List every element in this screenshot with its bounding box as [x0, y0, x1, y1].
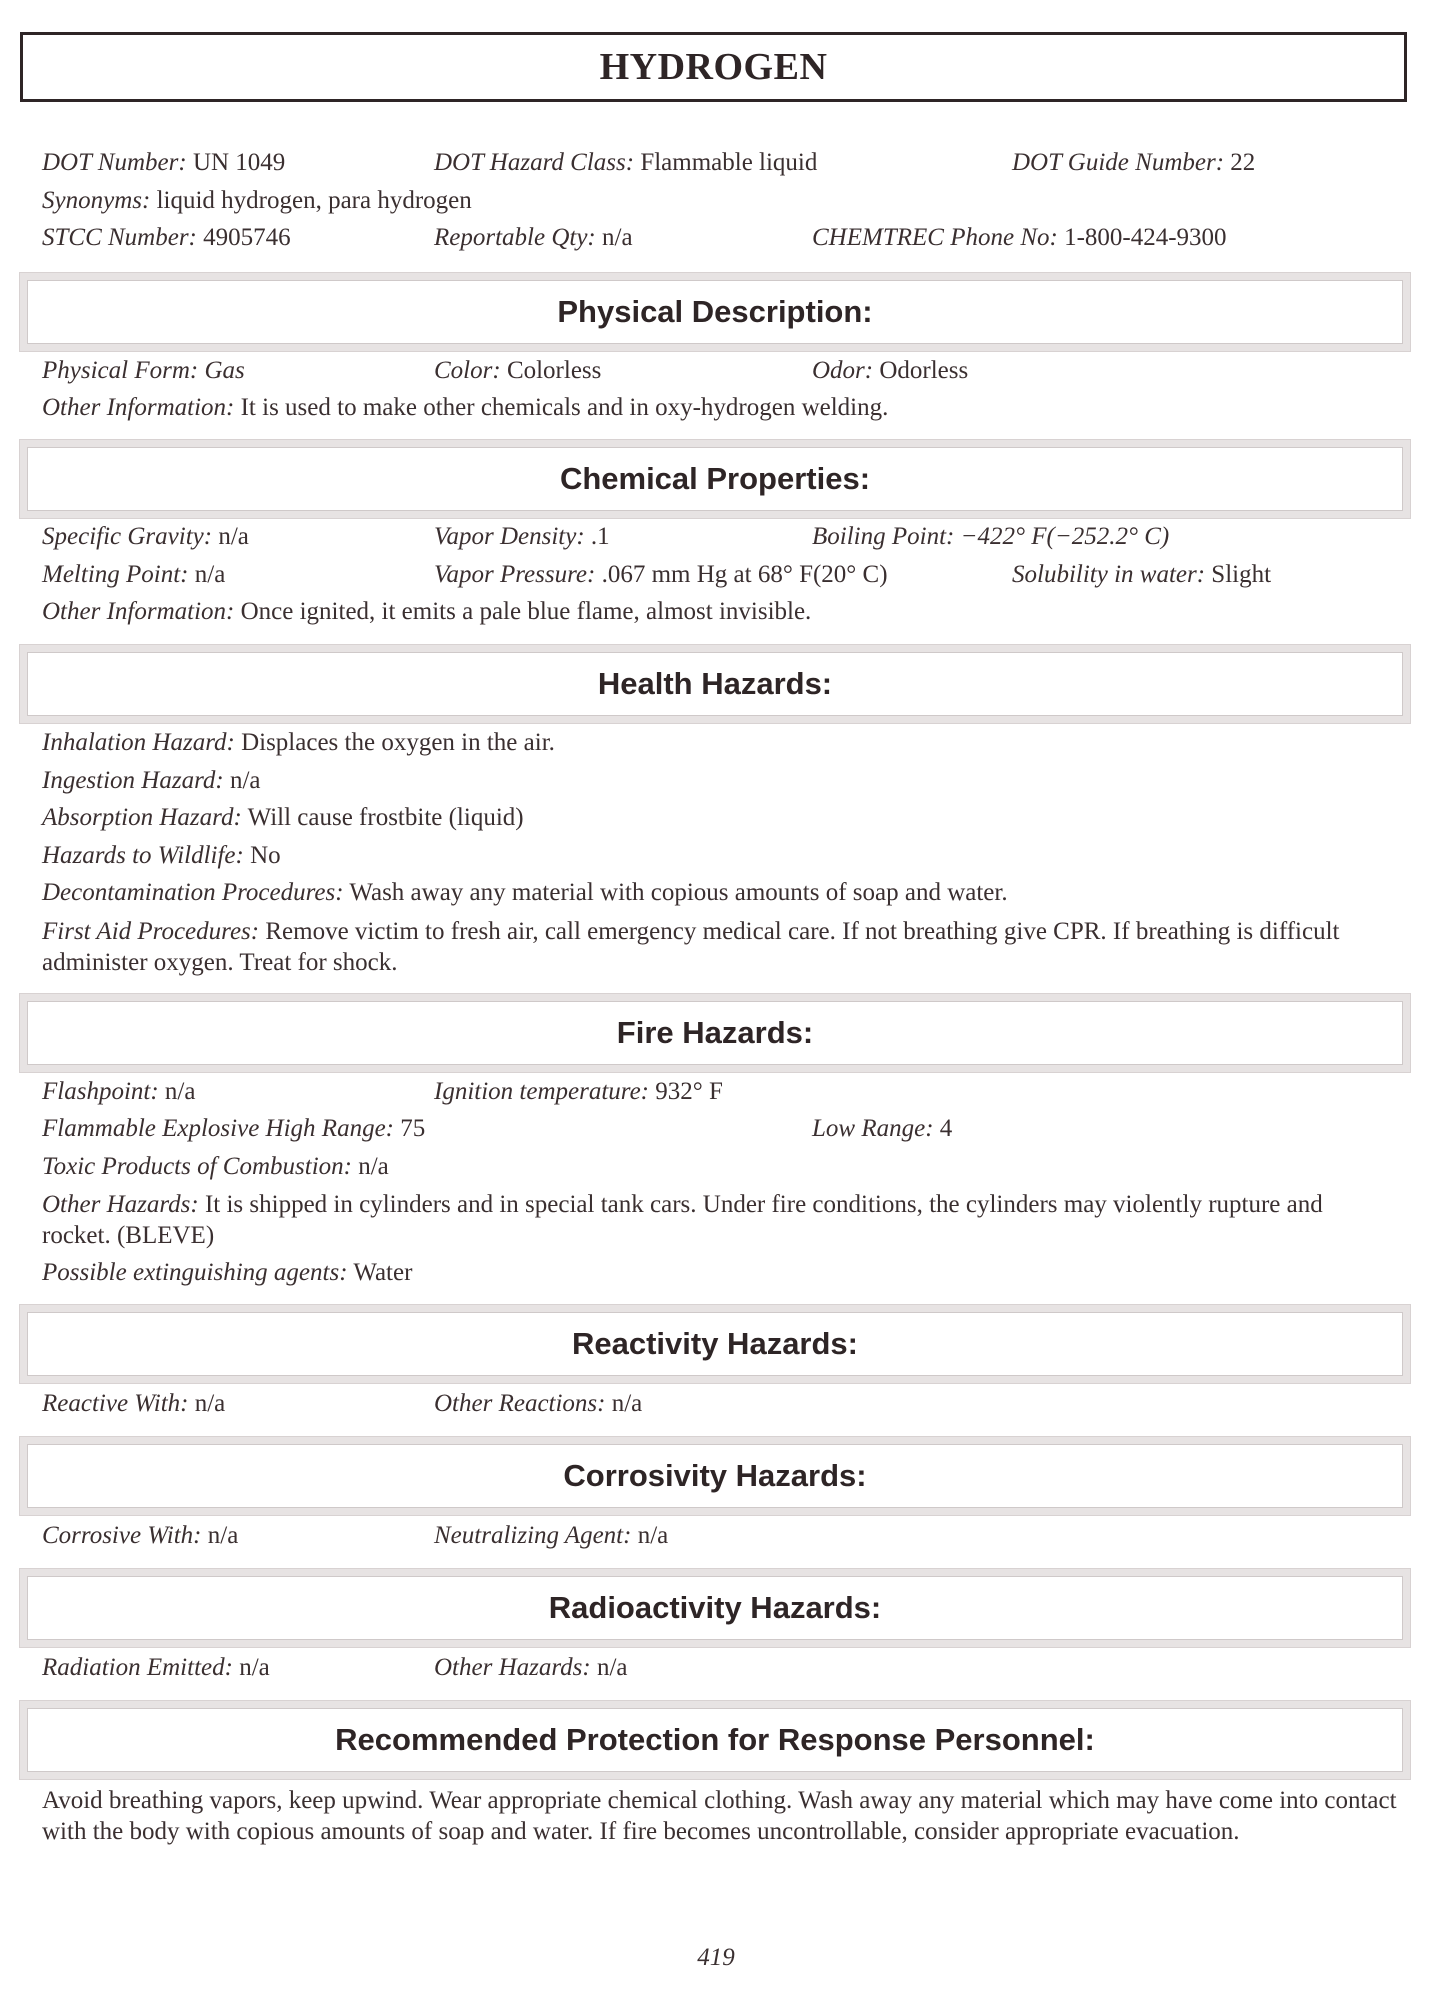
inhalation-hazard: Inhalation Hazard: Displaces the oxygen in the air. — [42, 729, 555, 756]
toxic-products: Toxic Products of Combustion: n/a — [42, 1153, 389, 1180]
vapor-density-field: Vapor Density: .1 — [434, 523, 610, 550]
section-chemical-properties — [20, 440, 1410, 518]
absorption-hazard: Absorption Hazard: Will cause frostbite (liquid) — [42, 804, 524, 831]
wildlife-hazard: Hazards to Wildlife: No — [42, 842, 281, 869]
other-fire-hazards: Other Hazards: It is shipped in cylinders and in special tank cars. Under fire conditions, the cylinders may violently rupture and rocket. (BLEVE) — [42, 1191, 1323, 1249]
decontamination-procedures: Decontamination Procedures: Wash away any material with copious amounts of soap and water. — [42, 879, 1008, 906]
section-heading: Reactivity Hazards: — [571, 1326, 858, 1361]
chemical-other-info: Other Information: Once ignited, it emits a pale blue flame, almost invisible. — [42, 598, 812, 625]
physical-other-info: Other Information: It is used to make other chemicals and in oxy-hydrogen welding. — [42, 394, 889, 421]
dot-guide-field: DOT Guide Number: 22 — [1012, 149, 1256, 176]
section-physical-description — [20, 273, 1410, 351]
section-heading: Corrosivity Hazards: — [563, 1458, 867, 1493]
extinguishing-agents: Possible extinguishing agents: Water — [42, 1259, 413, 1286]
section-reactivity-hazards — [20, 1305, 1410, 1383]
section-radioactivity-hazards — [20, 1569, 1410, 1647]
neutralizing-agent-field: Neutralizing Agent: n/a — [434, 1522, 669, 1549]
section-heading: Recommended Protection for Response Personnel: — [335, 1722, 1095, 1757]
section-fire-hazards — [20, 994, 1410, 1072]
first-aid-procedures: First Aid Procedures: Remove victim to fresh air, call emergency medical care. If not breathing give CPR. If breathing is difficult administer oxygen. Treat for shock. — [42, 918, 1340, 976]
boiling-point-field: Boiling Point: −422° F(−252.2° C) — [812, 523, 1170, 550]
flashpoint-field: Flashpoint: n/a — [42, 1078, 196, 1105]
reactive-with-field: Reactive With: n/a — [42, 1390, 226, 1417]
physical-form-field: Physical Form: Gas — [42, 357, 245, 384]
odor-field: Odor: Odorless — [812, 357, 969, 384]
section-heading: Chemical Properties: — [559, 461, 871, 496]
radiation-emitted-field: Radiation Emitted: n/a — [42, 1654, 270, 1681]
reportable-field: Reportable Qty: n/a — [434, 224, 633, 251]
section-health-hazards — [20, 645, 1410, 723]
specific-gravity-field: Specific Gravity: n/a — [42, 523, 249, 550]
page-title: HYDROGEN — [599, 46, 828, 88]
section-heading: Health Hazards: — [597, 666, 833, 701]
other-reactions-field: Other Reactions: n/a — [434, 1390, 643, 1417]
title-box — [20, 32, 1407, 102]
low-range-field: Low Range: 4 — [812, 1115, 953, 1142]
corrosive-with-field: Corrosive With: n/a — [42, 1522, 239, 1549]
section-recommended-protection — [20, 1701, 1410, 1779]
section-heading: Physical Description: — [557, 294, 873, 329]
melting-point-field: Melting Point: n/a — [42, 561, 226, 588]
solubility-field: Solubility in water: Slight — [1012, 561, 1272, 588]
page-number: 419 — [697, 1944, 735, 1971]
section-heading: Fire Hazards: — [616, 1015, 814, 1050]
other-radio-hazards-field: Other Hazards: n/a — [434, 1654, 628, 1681]
color-field: Color: Colorless — [434, 357, 602, 384]
high-range-field: Flammable Explosive High Range: 75 — [42, 1115, 426, 1142]
dot-number-field: DOT Number: UN 1049 — [42, 149, 286, 176]
section-corrosivity-hazards — [20, 1437, 1410, 1515]
stcc-field: STCC Number: 4905746 — [42, 224, 291, 251]
protection-text: Avoid breathing vapors, keep upwind. Wear appropriate chemical clothing. Wash away any material which may have come into contact with the body with copious amounts of soap and water. If fire becomes uncontrollable, consider appropriate evacuation. — [42, 1787, 1397, 1845]
section-heading: Radioactivity Hazards: — [548, 1590, 882, 1625]
ignition-temperature-field: Ignition temperature: 932° F — [434, 1078, 723, 1105]
dot-hazard-class-field: DOT Hazard Class: Flammable liquid — [434, 149, 818, 176]
vapor-pressure-field: Vapor Pressure: .067 mm Hg at 68° F(20° C) — [434, 561, 888, 588]
chemtrec-field: CHEMTREC Phone No: 1-800-424-9300 — [812, 224, 1227, 251]
ingestion-hazard: Ingestion Hazard: n/a — [42, 767, 261, 794]
synonyms-field: Synonyms: liquid hydrogen, para hydrogen — [42, 187, 472, 214]
